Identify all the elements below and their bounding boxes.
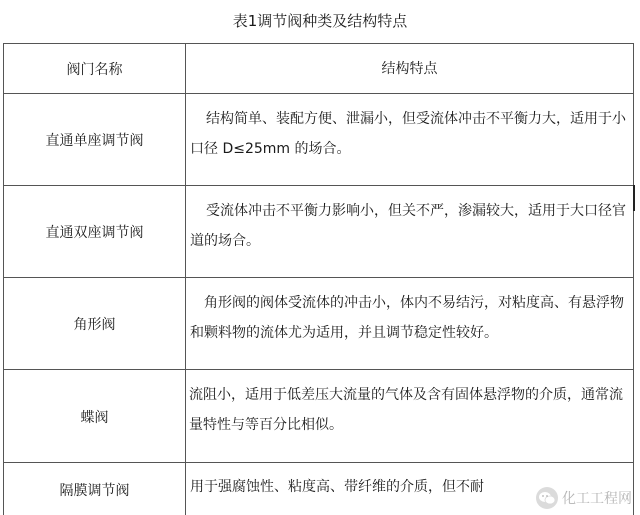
valve-name-cell: 直通双座调节阀 (3, 186, 186, 278)
structure-text: 用于强腐蚀性、粘度高、带纤维的介质，但不耐 (190, 479, 484, 495)
structure-text: 流阻小，适用于低差压大流量的气体及含有固体悬浮物的介质，通常流量特性与等百分比相似。 (189, 387, 623, 433)
header-structure-features: 结构特点 (186, 44, 634, 94)
table-row (3, 369, 634, 463)
valve-name-cell: 蝶阀 (3, 370, 186, 463)
structure-cell (186, 370, 634, 463)
table-row (3, 277, 634, 370)
structure-cell (186, 186, 634, 278)
table-row (3, 185, 634, 278)
structure-text: 结构简单、装配方便、泄漏小，但受流体冲击不平衡力大，适用于小口径 D≤25mm 的场合。 (190, 111, 626, 157)
valve-name-cell: 直通单座调节阀 (3, 94, 186, 186)
table-caption: 表1调节阀种类及结构特点 (232, 12, 408, 30)
header-valve-name: 阀门名称 (3, 44, 186, 94)
structure-text: 受流体冲击不平衡力影响小，但关不严，渗漏较大，适用于大口径官道的场合。 (190, 203, 626, 249)
valve-name-cell: 角形阀 (3, 278, 186, 370)
valve-name-cell: 隔膜调节阀 (3, 463, 186, 515)
table-header-row (3, 43, 634, 94)
watermark-text: 化工工程网 (562, 488, 632, 508)
valve-table (3, 43, 634, 515)
structure-cell (186, 278, 634, 370)
text-cursor (633, 185, 635, 211)
structure-cell (186, 94, 634, 186)
wechat-icon (536, 487, 558, 509)
watermark (536, 487, 632, 509)
table-row (3, 93, 634, 186)
structure-text: 角形阀的阀体受流体的冲击小，体内不易结污，对粘度高、有悬浮物和颗料物的流体尤为适用，并且调节稳定性较好。 (190, 295, 624, 341)
